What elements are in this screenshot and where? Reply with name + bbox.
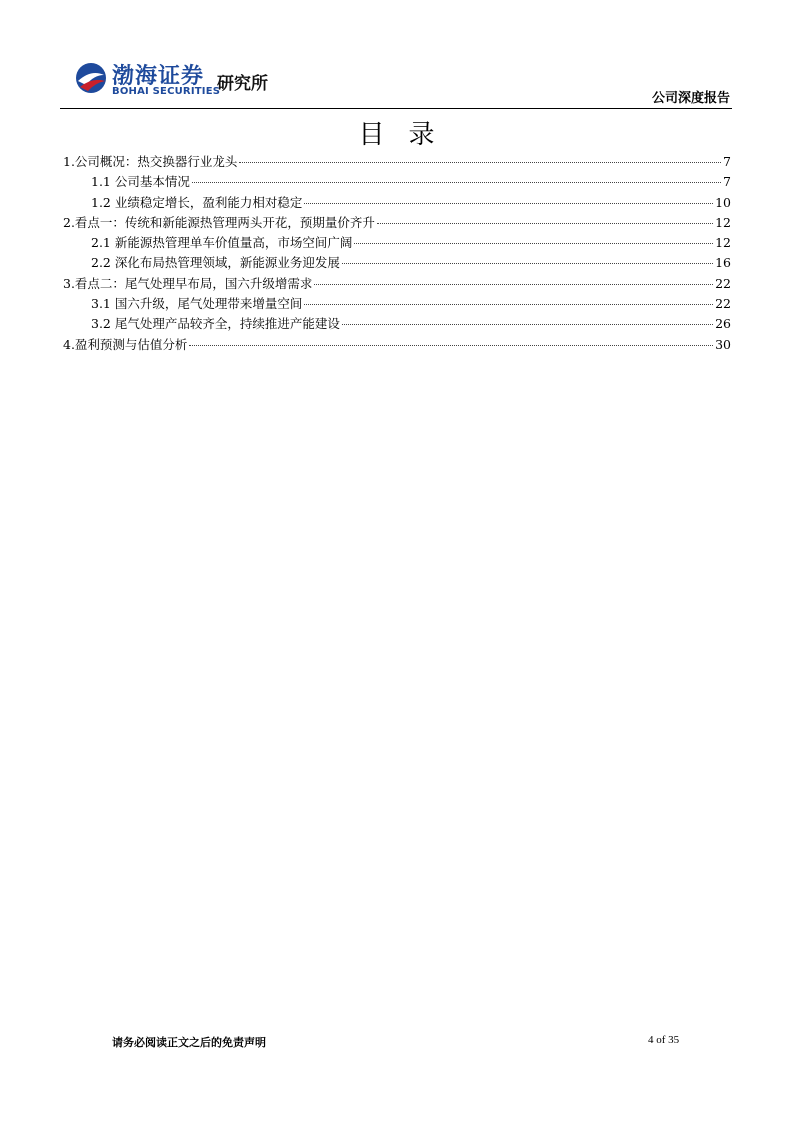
brand-name-cn: 渤海证券 — [112, 64, 205, 89]
toc-dot-leader — [304, 304, 713, 305]
toc-entry-page: 7 — [723, 154, 731, 169]
toc-entry[interactable] — [63, 253, 731, 273]
toc-entry-text: 2.看点一：传统和新能源热管理两头开花，预期量价齐升 — [63, 214, 375, 230]
toc-dot-leader — [342, 263, 713, 264]
toc-entry-text: 3.1 国六升级，尾气处理带来增量空间 — [91, 296, 303, 312]
toc-entry-text: 1.2 业绩稳定增长，盈利能力相对稳定 — [91, 194, 303, 210]
toc-entry-text: 3.看点二：尾气处理早布局，国六升级增需求 — [63, 275, 313, 291]
toc-entry-page: 22 — [715, 296, 731, 312]
toc-entry[interactable] — [63, 335, 731, 355]
toc-entry-page: 26 — [715, 316, 731, 332]
toc-dot-leader — [377, 223, 713, 224]
toc-dot-leader — [342, 324, 713, 325]
page-number: 4 of 35 — [648, 1034, 680, 1046]
toc-entry-text: 4.盈利预测与估值分析 — [63, 336, 188, 352]
toc-entry[interactable] — [63, 213, 731, 233]
toc-dot-leader — [314, 284, 713, 285]
toc-dot-leader — [189, 345, 713, 346]
brand-name-en: BOHAI SECURITIES — [112, 86, 221, 97]
institute-label: 研究所 — [217, 74, 268, 94]
toc-dot-leader — [192, 182, 721, 183]
toc-entry-text: 1.1 公司基本情况 — [91, 174, 190, 190]
toc-entry-page: 12 — [715, 235, 731, 251]
table-of-contents — [63, 152, 731, 355]
toc-entry[interactable] — [63, 233, 731, 253]
toc-title: 目录 — [358, 120, 459, 150]
bohai-logo-icon — [74, 61, 108, 95]
toc-entry[interactable] — [63, 314, 731, 334]
toc-entry-text: 2.1 新能源热管理单车价值量高，市场空间广阔 — [91, 235, 353, 251]
toc-entry[interactable] — [63, 294, 731, 314]
toc-entry-text: 2.2 深化布局热管理领域，新能源业务迎发展 — [91, 255, 340, 271]
report-header — [60, 55, 732, 110]
toc-dot-leader — [239, 162, 721, 163]
toc-entry-text: 3.2 尾气处理产品较齐全，持续推进产能建设 — [91, 316, 340, 332]
toc-entry[interactable] — [63, 274, 731, 294]
toc-entry-page: 22 — [715, 275, 731, 291]
toc-entry[interactable] — [63, 193, 731, 213]
toc-entry-page: 10 — [715, 194, 731, 210]
toc-entry[interactable] — [63, 172, 731, 192]
toc-dot-leader — [304, 203, 713, 204]
disclaimer-note: 请务必阅读正文之后的免责声明 — [112, 1036, 266, 1049]
report-type-label: 公司深度报告 — [651, 91, 730, 106]
toc-dot-leader — [354, 243, 713, 244]
header-divider — [60, 108, 732, 109]
toc-entry-page: 30 — [715, 336, 731, 352]
toc-entry-page: 12 — [715, 214, 731, 230]
toc-entry-text: 1.公司概况：热交换器行业龙头 — [63, 154, 238, 169]
toc-entry-page: 16 — [715, 255, 731, 271]
toc-entry-page: 7 — [723, 174, 731, 190]
toc-entry[interactable] — [63, 152, 731, 172]
